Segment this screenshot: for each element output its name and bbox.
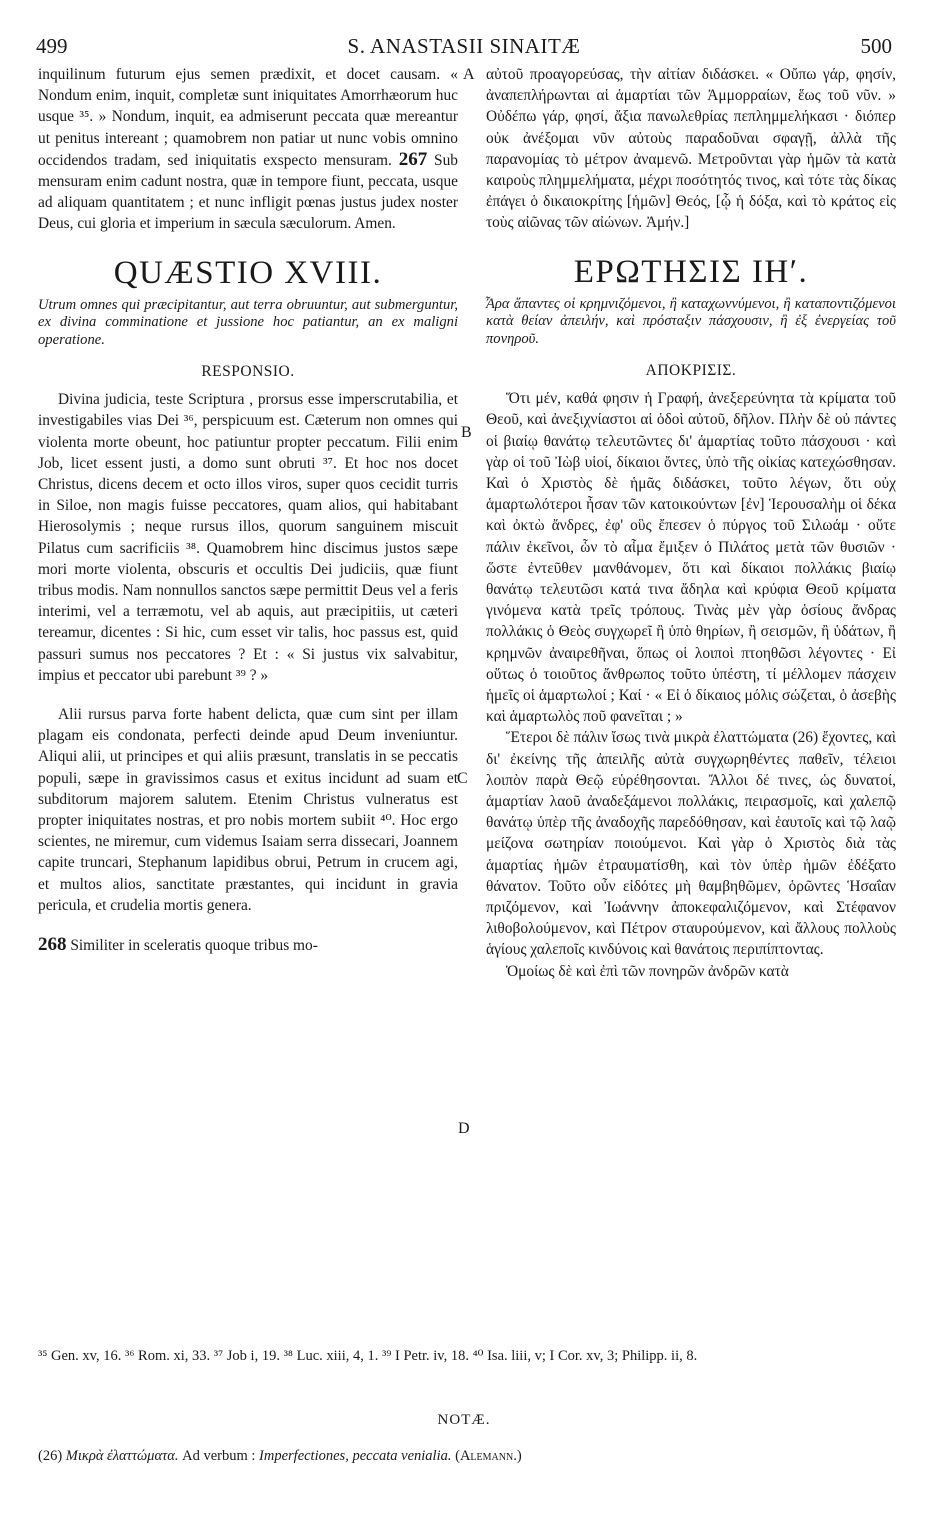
greek-question-title: ΕΡΩΤΗΣΙΣ ΙΗʹ. [573, 253, 809, 290]
margin-letter-a: A [463, 66, 475, 83]
latin-paragraph-2: Divina judicia, teste Scriptura , prorsus esse imperscrutabilia, et investigabiles vias Dei ³⁶, perspicuum est. Cæterum non omnes qui violenta morte obeunt, hoc patiuntur propter peccatum. Filii enim Job, licet essent justi, a domo sunt obruti ³⁷. Et hoc nos docet Christus, dicens decem et octo illos viros, super quos cecidit turris in Siloe, non magis fuisse peccatores, quam alios, qui habitabant Hierosolymis ; neque rursus illos, quorum sanguinem miscuit Pilatus cum sacrificiis ³⁸. Quamobrem hinc discimus justos sæpe mori morte violenta, obscuris et occultis Dei judiciis, quæ fiunt tribus modis. Nam nonnullos sanctos sæpe permittit Deus vel a feris interimi, vel a terræmotu, vel ab aquis, aut præcipitiis, ut cæteri tereamur, dicentes : Si hic, cum esset vir talis, hoc passus est, quid passuri sumus nos peccatores ? Et : « Si justus vix salvabitur, impius et peccator ubi parebunt ³⁹ ? » [38, 391, 458, 684]
latin-column [38, 64, 458, 956]
notae-heading: NOTÆ. [437, 1412, 491, 1428]
greek-paragraph-4: Ὁμοίως δὲ καὶ ἐπὶ τῶν πονηρῶν ἀνδρῶν κατὰ [506, 962, 789, 980]
footnotes: ³⁵ Gen. xv, 16. ³⁶ Rom. xi, 33. ³⁷ Job i, 19. ³⁸ Luc. xiii, 4, 1. ³⁹ I Petr. iv, 18. ⁴⁰ Isa. liii, v; I Cor. xv, 3; Philipp. ii, 8. [38, 1348, 698, 1364]
greek-paragraph-2: Ὅτι μέν, καθά φησιν ἡ Γραφή, ἀνεξερεύνητα τὰ κρίματα τοῦ Θεοῦ, καὶ ἀνεξιχνίαστοι αἱ ὁδοὶ αὐτοῦ, δῆλον. Πλὴν δὲ οὐ πάντες οἱ βιαίῳ θανάτῳ τελευτῶντες δι' ἁμαρτίας τοῦτο πάσχουσι · καὶ γὰρ οἱ τοῦ Ἰὼβ υἱοί, δίκαιοι ὄντες, ὑπὸ τῆς οἰκίας κατεχώσθησαν. Καὶ ὁ Χριστὸς δὲ ἡμᾶς διδάσκει, τοῦτο λέγων, ὅτι οὐχ ἁμαρτωλότεροι ἦσαν τῶν κατοικούντων [ἐν] Ἱερουσαλὴμ οἱ δέκα καὶ ὀκτὼ ἄνδρες, ἐφ' οὓς ἔπεσεν ὁ πύργος τοῦ Σιλωάμ · οὔτε πάλιν ἐκεῖνοι, ὧν τὸ αἷμα ἔμιξεν ὁ Πιλάτος μετὰ τῶν θυσιῶν · ὥστε ἐντεῦθεν μανθάνομεν, ὅτι καὶ δίκαιοι πολλάκις βιαίῳ θανάτῳ τελευτῶσι κατά τινα ἄδηλα καὶ κρύφια Θεοῦ κρίματα γινόμενα κατὰ τρεῖς τρόπους. Τινὰς μὲν γὰρ ὁσίους ἄνδρας πολλάκις ὁ Θεὸς συγχωρεῖ ἢ ὑπὸ θηρίων, ἢ σεισμῶν, ἢ ὑδάτων, ἢ κρημνῶν ἀναιρεθῆναι, ὅπως οἱ λοιποὶ πτοηθῶσι λέγοντες · Εἰ οὕτως ὁ τοιοῦτος ἄνθρωπος τοῦτο ὑπέστη, τί μέλλομεν πάσχειν ἡμεῖς οἱ ἁμαρτωλοί ; Καί · « Εἰ ὁ δίκαιος μόλις σώζεται, ὁ ἀσεβὴς καὶ ἁμαρτωλὸς ποῦ φανεῖται ; » [486, 390, 896, 726]
latin-paragraph-1: inquilinum futurum ejus semen prædixit, et docet causam. « Nondum enim, inquit, completæ sunt iniquitates Amorrhæorum huc usque ³⁵. » Nondum, inquit, ea admiserunt peccata quæ mereantur ut penitus intereant ; quamobrem non patiar ut nunc vobis omnino occidendos tradam, sed iniquitatis exspecto mensuram. 267 Sub mensuram enim cadunt nostra, quæ in tempore fiunt, peccata, usque ad aliquam quantitatem ; et nunc infligit pœnas justus judex noster Deus, cui gloria et imperium in sæcula sæculorum. Amen. [38, 66, 458, 233]
greek-question-subtitle: Ἆρα ἅπαντες οἱ κρημνιζόμενοι, ἢ καταχωννύμενοι, ἢ καταποντιζόμενοι κατὰ θείαν ἀπειλήν, καὶ πρόσταξιν πάσχουσιν, ἢ ἐξ ἐνεργείας τοῦ πονηροῦ. [486, 295, 896, 347]
page-number-left: 499 [36, 34, 68, 58]
latin-paragraph-3: Alii rursus parva forte habent delicta, quæ cum sint per illam plagam eis condonata, perfecti deinde apud Deum inveniuntur. Aliqui alii, ut principes et qui aliis præsunt, translatis in se peccatis populi, sæpe in gravissimos casus et exitus incidunt ad suam et subditorum majorem salutem. Etenim Christus vulneratus est propter iniquitates nostras, et pro nobis mortem subiit ⁴⁰. Hoc ergo scientes, ne miremur, cum videmus Isaiam serra dissecari, Joannem capite truncari, Stephanum lapidibus obrui, Petrum in crucem agi, et multos alios, sanctitate præstantes, qui incidunt in gravia pericula, et crudelia mortis genera. [38, 705, 458, 914]
greek-column [486, 64, 896, 982]
greek-apokrisis-heading: ΑΠΟΚΡΙΣΙΣ. [645, 362, 737, 380]
greek-paragraph-1: αὐτοῦ προαγορεύσας, τὴν αἰτίαν διδάσκει. « Οὔπω γάρ, φησίν, ἀναπεπλήρωνται αἱ ἁμαρτίαι τῶν Ἀμμορραίων, ἕως τοῦ νῦν. » Οὐδέπω γάρ, φησί, ἄξια πανωλεθρίας πεπλημμελήκασι · διόπερ οὐκ ἀνέξομαι νῦν αὐτοὺς παραδοῦναι σφαγῇ, ἀλλὰ τῆς παρανομίας τὸ μέτρον ἀναμενῶ. Μετροῦνται γὰρ ἡμῶν τὰ κατὰ καιροὺς πλημμελήματα, μέχρι ποσότητός τινος, καὶ τότε τὰς δίκας ἐπάγει ὁ δικαιοκρίτης [ἡμῶν] Θεός, [ᾧ ἡ δόξα, καὶ τὸ κράτος εἰς τοὺς αἰῶνας τῶν αἰώνων. Ἀμήν.] [486, 66, 896, 232]
latin-question-title: QUÆSTIO XVIII. [113, 254, 383, 291]
running-header [36, 34, 892, 62]
section-number-268: 268 [38, 934, 67, 955]
section-number-267: 267 [398, 148, 428, 170]
margin-letter-d: D [458, 1120, 470, 1137]
margin-letter-c: C [457, 770, 468, 787]
note-26: (26) Μικρὰ ἐλαττώματα. Ad verbum : Imperfectiones, peccata venialia. (Alemann.) [38, 1448, 522, 1464]
greek-paragraph-3: Ἕτεροι δὲ πάλιν ἴσως τινὰ μικρὰ ἐλαττώματα (26) ἔχοντες, καὶ δι' ἐκείνης τῆς ἀπειλῆς αὐτὰ συγχωρηθέντες παθεῖν, τέλειοι λοιπὸν παρὰ Θεῷ εὑρέθησονται. Ἄλλοι δέ τινες, ὡς δυνατοί, ἁμαρτίαν λαοῦ ἀναδεξάμενοι πολλάκις, πειρασμοῖς, καὶ χαλεπῷ θανάτῳ ὑπὲρ τῆς ἀναδοχῆς παρεδόθησαν, καὶ ἑαυτοῖς καὶ τῷ λαῷ μείζονα σωτηρίαν ποιούμενοι. Καὶ γὰρ ὁ Χριστὸς διὰ τὰς ἁμαρτίας ἡμῶν ἐτραυματίσθη, καὶ τὸν ὑπὲρ ἡμῶν ἐδέξατο θάνατον. Τοῦτο οὖν εἰδότες μὴ θαμβηθῶμεν, ὁρῶντες Ἡσαΐαν πριζόμενον, καὶ Ἰωάννην ἀποκεφαλιζόμενον, καὶ Στέφανον λιθοβολούμενον, καὶ Πέτρον σταυρούμενον, καὶ ἄλλους πολλοὺς ἁγίους χαλεποῖς κινδύνοις καὶ θανάτοις περιπίπτοντας. [486, 729, 896, 959]
margin-letter-b: B [461, 424, 472, 441]
latin-paragraph-4: 268 Similiter in sceleratis quoque tribus mo- [38, 934, 318, 955]
latin-responsio-heading: RESPONSIO. [201, 363, 295, 381]
page-number-right: 500 [860, 34, 892, 58]
running-title: S. ANASTASII SINAITÆ [347, 34, 581, 58]
latin-question-subtitle: Utrum omnes qui præcipitantur, aut terra obruuntur, aut submerguntur, ex divina comminatione et jussione hoc patiantur, an ex maligni operatione. [38, 296, 458, 348]
